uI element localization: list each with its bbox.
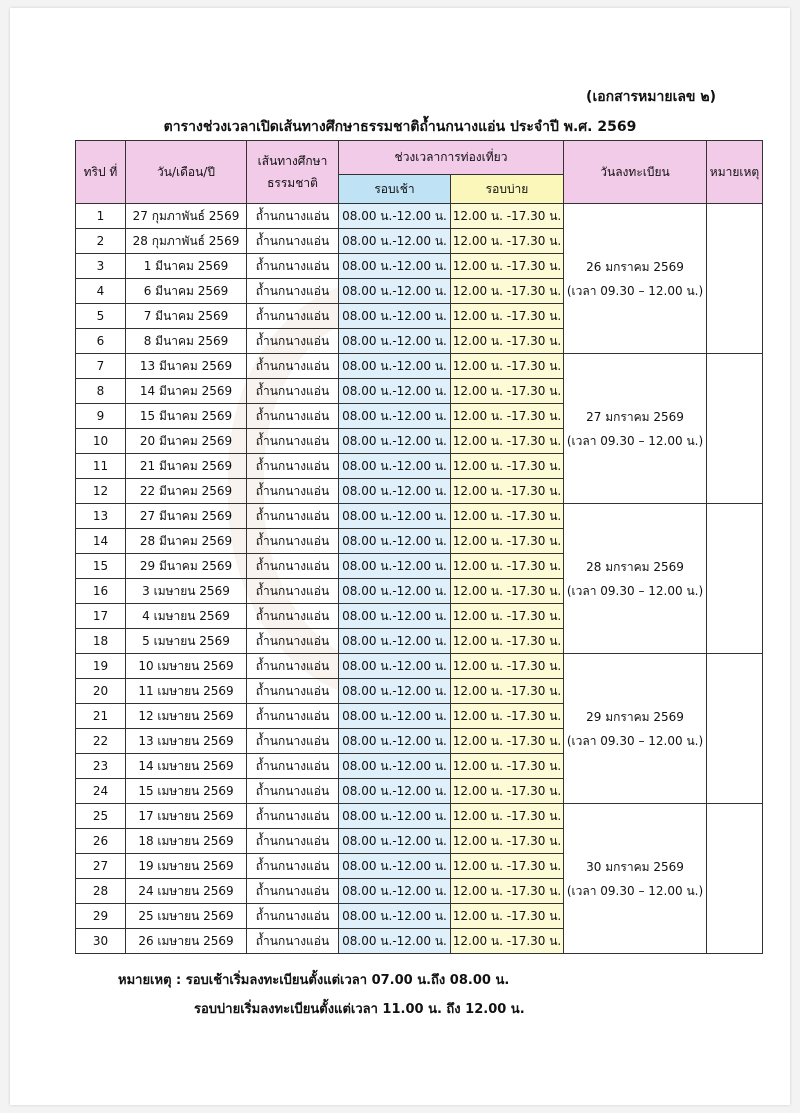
date-cell: 28 กุมภาพันธ์ 2569: [126, 229, 247, 254]
route-cell: ถ้ำนกนางแอ่น: [247, 479, 339, 504]
route-cell: ถ้ำนกนางแอ่น: [247, 729, 339, 754]
date-cell: 18 เมษายน 2569: [126, 829, 247, 854]
afternoon-time-cell: 12.00 น. -17.30 น.: [451, 429, 564, 454]
table-row: [76, 504, 763, 529]
note-morning: หมายเหตุ : รอบเช้าเริ่มลงทะเบียนตั้งแต่เวลา 07.00 น.ถึง 08.00 น.: [118, 973, 510, 988]
morning-time-cell: 08.00 น.-12.00 น.: [339, 279, 451, 304]
route-cell: ถ้ำนกนางแอ่น: [247, 429, 339, 454]
trip-cell: 26: [76, 829, 126, 854]
morning-time-cell: 08.00 น.-12.00 น.: [339, 754, 451, 779]
route-cell: ถ้ำนกนางแอ่น: [247, 329, 339, 354]
header-remarks: หมายเหตุ: [707, 141, 763, 204]
trip-cell: 30: [76, 929, 126, 954]
route-cell: ถ้ำนกนางแอ่น: [247, 379, 339, 404]
trip-cell: 10: [76, 429, 126, 454]
route-cell: ถ้ำนกนางแอ่น: [247, 254, 339, 279]
trip-cell: 29: [76, 904, 126, 929]
trip-cell: 17: [76, 604, 126, 629]
date-cell: 1 มีนาคม 2569: [126, 254, 247, 279]
afternoon-time-cell: 12.00 น. -17.30 น.: [451, 579, 564, 604]
date-cell: 11 เมษายน 2569: [126, 679, 247, 704]
afternoon-time-cell: 12.00 น. -17.30 น.: [451, 554, 564, 579]
afternoon-time-cell: 12.00 น. -17.30 น.: [451, 604, 564, 629]
registration-date: 29 มกราคม 2569: [586, 709, 684, 724]
morning-time-cell: 08.00 น.-12.00 น.: [339, 704, 451, 729]
morning-time-cell: 08.00 น.-12.00 น.: [339, 479, 451, 504]
registration-date: 26 มกราคม 2569: [586, 259, 684, 274]
afternoon-time-cell: 12.00 น. -17.30 น.: [451, 479, 564, 504]
afternoon-time-cell: 12.00 น. -17.30 น.: [451, 829, 564, 854]
date-cell: 5 เมษายน 2569: [126, 629, 247, 654]
morning-time-cell: 08.00 น.-12.00 น.: [339, 579, 451, 604]
remarks-cell: [707, 654, 763, 804]
afternoon-time-cell: 12.00 น. -17.30 น.: [451, 529, 564, 554]
header-trip: ทริป ที่: [76, 141, 126, 204]
afternoon-time-cell: 12.00 น. -17.30 น.: [451, 854, 564, 879]
registration-cell: [564, 654, 707, 804]
table-row: [76, 654, 763, 679]
header-tour-time: ช่วงเวลาการท่องเที่ยว: [339, 141, 564, 175]
afternoon-time-cell: 12.00 น. -17.30 น.: [451, 454, 564, 479]
registration-time: (เวลา 09.30 – 12.00 น.): [566, 583, 704, 598]
trip-cell: 14: [76, 529, 126, 554]
afternoon-time-cell: 12.00 น. -17.30 น.: [451, 879, 564, 904]
trip-cell: 24: [76, 779, 126, 804]
remarks-cell: [707, 504, 763, 654]
afternoon-time-cell: 12.00 น. -17.30 น.: [451, 654, 564, 679]
morning-time-cell: 08.00 น.-12.00 น.: [339, 404, 451, 429]
trip-cell: 19: [76, 654, 126, 679]
afternoon-time-cell: 12.00 น. -17.30 น.: [451, 904, 564, 929]
table-row: [76, 204, 763, 229]
date-cell: 13 มีนาคม 2569: [126, 354, 247, 379]
table-row: [76, 804, 763, 829]
date-cell: 21 มีนาคม 2569: [126, 454, 247, 479]
afternoon-time-cell: 12.00 น. -17.30 น.: [451, 329, 564, 354]
trip-cell: 23: [76, 754, 126, 779]
route-cell: ถ้ำนกนางแอ่น: [247, 929, 339, 954]
route-cell: ถ้ำนกนางแอ่น: [247, 529, 339, 554]
afternoon-time-cell: 12.00 น. -17.30 น.: [451, 279, 564, 304]
morning-time-cell: 08.00 น.-12.00 น.: [339, 204, 451, 229]
date-cell: 15 เมษายน 2569: [126, 779, 247, 804]
date-cell: 13 เมษายน 2569: [126, 729, 247, 754]
remarks-cell: [707, 354, 763, 504]
afternoon-time-cell: 12.00 น. -17.30 น.: [451, 229, 564, 254]
registration-time: (เวลา 09.30 – 12.00 น.): [566, 283, 704, 298]
route-cell: ถ้ำนกนางแอ่น: [247, 554, 339, 579]
trip-cell: 12: [76, 479, 126, 504]
morning-time-cell: 08.00 น.-12.00 น.: [339, 929, 451, 954]
route-cell: ถ้ำนกนางแอ่น: [247, 454, 339, 479]
note-afternoon: รอบบ่ายเริ่มลงทะเบียนตั้งแต่เวลา 11.00 น. ถึง 12.00 น.: [194, 1002, 525, 1017]
afternoon-time-cell: 12.00 น. -17.30 น.: [451, 804, 564, 829]
morning-time-cell: 08.00 น.-12.00 น.: [339, 729, 451, 754]
trip-cell: 6: [76, 329, 126, 354]
date-cell: 26 เมษายน 2569: [126, 929, 247, 954]
remarks-cell: [707, 804, 763, 954]
route-cell: ถ้ำนกนางแอ่น: [247, 679, 339, 704]
morning-time-cell: 08.00 น.-12.00 น.: [339, 804, 451, 829]
morning-time-cell: 08.00 น.-12.00 น.: [339, 654, 451, 679]
date-cell: 15 มีนาคม 2569: [126, 404, 247, 429]
route-cell: ถ้ำนกนางแอ่น: [247, 829, 339, 854]
registration-cell: [564, 354, 707, 504]
trip-cell: 22: [76, 729, 126, 754]
route-cell: ถ้ำนกนางแอ่น: [247, 404, 339, 429]
morning-time-cell: 08.00 น.-12.00 น.: [339, 229, 451, 254]
date-cell: 14 มีนาคม 2569: [126, 379, 247, 404]
route-cell: ถ้ำนกนางแอ่น: [247, 779, 339, 804]
date-cell: 3 เมษายน 2569: [126, 579, 247, 604]
afternoon-time-cell: 12.00 น. -17.30 น.: [451, 729, 564, 754]
afternoon-time-cell: 12.00 น. -17.30 น.: [451, 779, 564, 804]
morning-time-cell: 08.00 น.-12.00 น.: [339, 829, 451, 854]
morning-time-cell: 08.00 น.-12.00 น.: [339, 354, 451, 379]
route-cell: ถ้ำนกนางแอ่น: [247, 504, 339, 529]
morning-time-cell: 08.00 น.-12.00 น.: [339, 779, 451, 804]
morning-time-cell: 08.00 น.-12.00 น.: [339, 554, 451, 579]
morning-time-cell: 08.00 น.-12.00 น.: [339, 529, 451, 554]
registration-date: 28 มกราคม 2569: [586, 559, 684, 574]
route-cell: ถ้ำนกนางแอ่น: [247, 904, 339, 929]
date-cell: 28 มีนาคม 2569: [126, 529, 247, 554]
afternoon-time-cell: 12.00 น. -17.30 น.: [451, 379, 564, 404]
route-cell: ถ้ำนกนางแอ่น: [247, 854, 339, 879]
registration-time: (เวลา 09.30 – 12.00 น.): [566, 733, 704, 748]
afternoon-time-cell: 12.00 น. -17.30 น.: [451, 629, 564, 654]
afternoon-time-cell: 12.00 น. -17.30 น.: [451, 204, 564, 229]
morning-time-cell: 08.00 น.-12.00 น.: [339, 879, 451, 904]
route-cell: ถ้ำนกนางแอ่น: [247, 304, 339, 329]
trip-cell: 7: [76, 354, 126, 379]
trip-cell: 9: [76, 404, 126, 429]
afternoon-time-cell: 12.00 น. -17.30 น.: [451, 304, 564, 329]
document-number: (เอกสารหมายเลข ๒): [586, 89, 716, 105]
afternoon-time-cell: 12.00 น. -17.30 น.: [451, 404, 564, 429]
registration-date: 30 มกราคม 2569: [586, 859, 684, 874]
morning-time-cell: 08.00 น.-12.00 น.: [339, 604, 451, 629]
afternoon-time-cell: 12.00 น. -17.30 น.: [451, 504, 564, 529]
route-cell: ถ้ำนกนางแอ่น: [247, 879, 339, 904]
date-cell: 17 เมษายน 2569: [126, 804, 247, 829]
registration-time: (เวลา 09.30 – 12.00 น.): [566, 883, 704, 898]
trip-cell: 13: [76, 504, 126, 529]
registration-cell: [564, 504, 707, 654]
date-cell: 25 เมษายน 2569: [126, 904, 247, 929]
header-morning: รอบเช้า: [339, 175, 451, 204]
trip-cell: 28: [76, 879, 126, 904]
schedule-body: [76, 204, 763, 954]
date-cell: 29 มีนาคม 2569: [126, 554, 247, 579]
table-row: [76, 354, 763, 379]
registration-time: (เวลา 09.30 – 12.00 น.): [566, 433, 704, 448]
afternoon-time-cell: 12.00 น. -17.30 น.: [451, 254, 564, 279]
trip-cell: 8: [76, 379, 126, 404]
date-cell: 24 เมษายน 2569: [126, 879, 247, 904]
afternoon-time-cell: 12.00 น. -17.30 น.: [451, 929, 564, 954]
document-page: [10, 8, 790, 1105]
header-route: เส้นทางศึกษา ธรรมชาติ: [247, 141, 339, 204]
trip-cell: 15: [76, 554, 126, 579]
trip-cell: 3: [76, 254, 126, 279]
afternoon-time-cell: 12.00 น. -17.30 น.: [451, 754, 564, 779]
date-cell: 14 เมษายน 2569: [126, 754, 247, 779]
route-cell: ถ้ำนกนางแอ่น: [247, 629, 339, 654]
route-cell: ถ้ำนกนางแอ่น: [247, 754, 339, 779]
morning-time-cell: 08.00 น.-12.00 น.: [339, 454, 451, 479]
morning-time-cell: 08.00 น.-12.00 น.: [339, 254, 451, 279]
date-cell: 6 มีนาคม 2569: [126, 279, 247, 304]
morning-time-cell: 08.00 น.-12.00 น.: [339, 679, 451, 704]
trip-cell: 2: [76, 229, 126, 254]
trip-cell: 11: [76, 454, 126, 479]
route-cell: ถ้ำนกนางแอ่น: [247, 654, 339, 679]
trip-cell: 20: [76, 679, 126, 704]
trip-cell: 1: [76, 204, 126, 229]
trip-cell: 18: [76, 629, 126, 654]
notes: [118, 966, 525, 1024]
route-cell: ถ้ำนกนางแอ่น: [247, 229, 339, 254]
date-cell: 20 มีนาคม 2569: [126, 429, 247, 454]
route-cell: ถ้ำนกนางแอ่น: [247, 579, 339, 604]
morning-time-cell: 08.00 น.-12.00 น.: [339, 304, 451, 329]
remarks-cell: [707, 204, 763, 354]
page-title: ตารางช่วงเวลาเปิดเส้นทางศึกษาธรรมชาติถ้ำนกนางแอ่น ประจำปี พ.ศ. 2569: [163, 119, 637, 135]
route-cell: ถ้ำนกนางแอ่น: [247, 804, 339, 829]
route-cell: ถ้ำนกนางแอ่น: [247, 704, 339, 729]
trip-cell: 5: [76, 304, 126, 329]
trip-cell: 21: [76, 704, 126, 729]
date-cell: 12 เมษายน 2569: [126, 704, 247, 729]
morning-time-cell: 08.00 น.-12.00 น.: [339, 504, 451, 529]
header-registration: วันลงทะเบียน: [564, 141, 707, 204]
date-cell: 27 มีนาคม 2569: [126, 504, 247, 529]
route-cell: ถ้ำนกนางแอ่น: [247, 604, 339, 629]
morning-time-cell: 08.00 น.-12.00 น.: [339, 629, 451, 654]
morning-time-cell: 08.00 น.-12.00 น.: [339, 329, 451, 354]
date-cell: 4 เมษายน 2569: [126, 604, 247, 629]
schedule-table: [75, 140, 763, 954]
morning-time-cell: 08.00 น.-12.00 น.: [339, 904, 451, 929]
trip-cell: 16: [76, 579, 126, 604]
morning-time-cell: 08.00 น.-12.00 น.: [339, 429, 451, 454]
header-date: วัน/เดือน/ปี: [126, 141, 247, 204]
date-cell: 10 เมษายน 2569: [126, 654, 247, 679]
date-cell: 7 มีนาคม 2569: [126, 304, 247, 329]
trip-cell: 25: [76, 804, 126, 829]
header-afternoon: รอบบ่าย: [451, 175, 564, 204]
afternoon-time-cell: 12.00 น. -17.30 น.: [451, 679, 564, 704]
route-cell: ถ้ำนกนางแอ่น: [247, 204, 339, 229]
afternoon-time-cell: 12.00 น. -17.30 น.: [451, 354, 564, 379]
afternoon-time-cell: 12.00 น. -17.30 น.: [451, 704, 564, 729]
registration-date: 27 มกราคม 2569: [586, 409, 684, 424]
route-cell: ถ้ำนกนางแอ่น: [247, 279, 339, 304]
morning-time-cell: 08.00 น.-12.00 น.: [339, 854, 451, 879]
date-cell: 22 มีนาคม 2569: [126, 479, 247, 504]
date-cell: 27 กุมภาพันธ์ 2569: [126, 204, 247, 229]
registration-cell: [564, 204, 707, 354]
registration-cell: [564, 804, 707, 954]
route-cell: ถ้ำนกนางแอ่น: [247, 354, 339, 379]
date-cell: 19 เมษายน 2569: [126, 854, 247, 879]
trip-cell: 27: [76, 854, 126, 879]
morning-time-cell: 08.00 น.-12.00 น.: [339, 379, 451, 404]
trip-cell: 4: [76, 279, 126, 304]
date-cell: 8 มีนาคม 2569: [126, 329, 247, 354]
